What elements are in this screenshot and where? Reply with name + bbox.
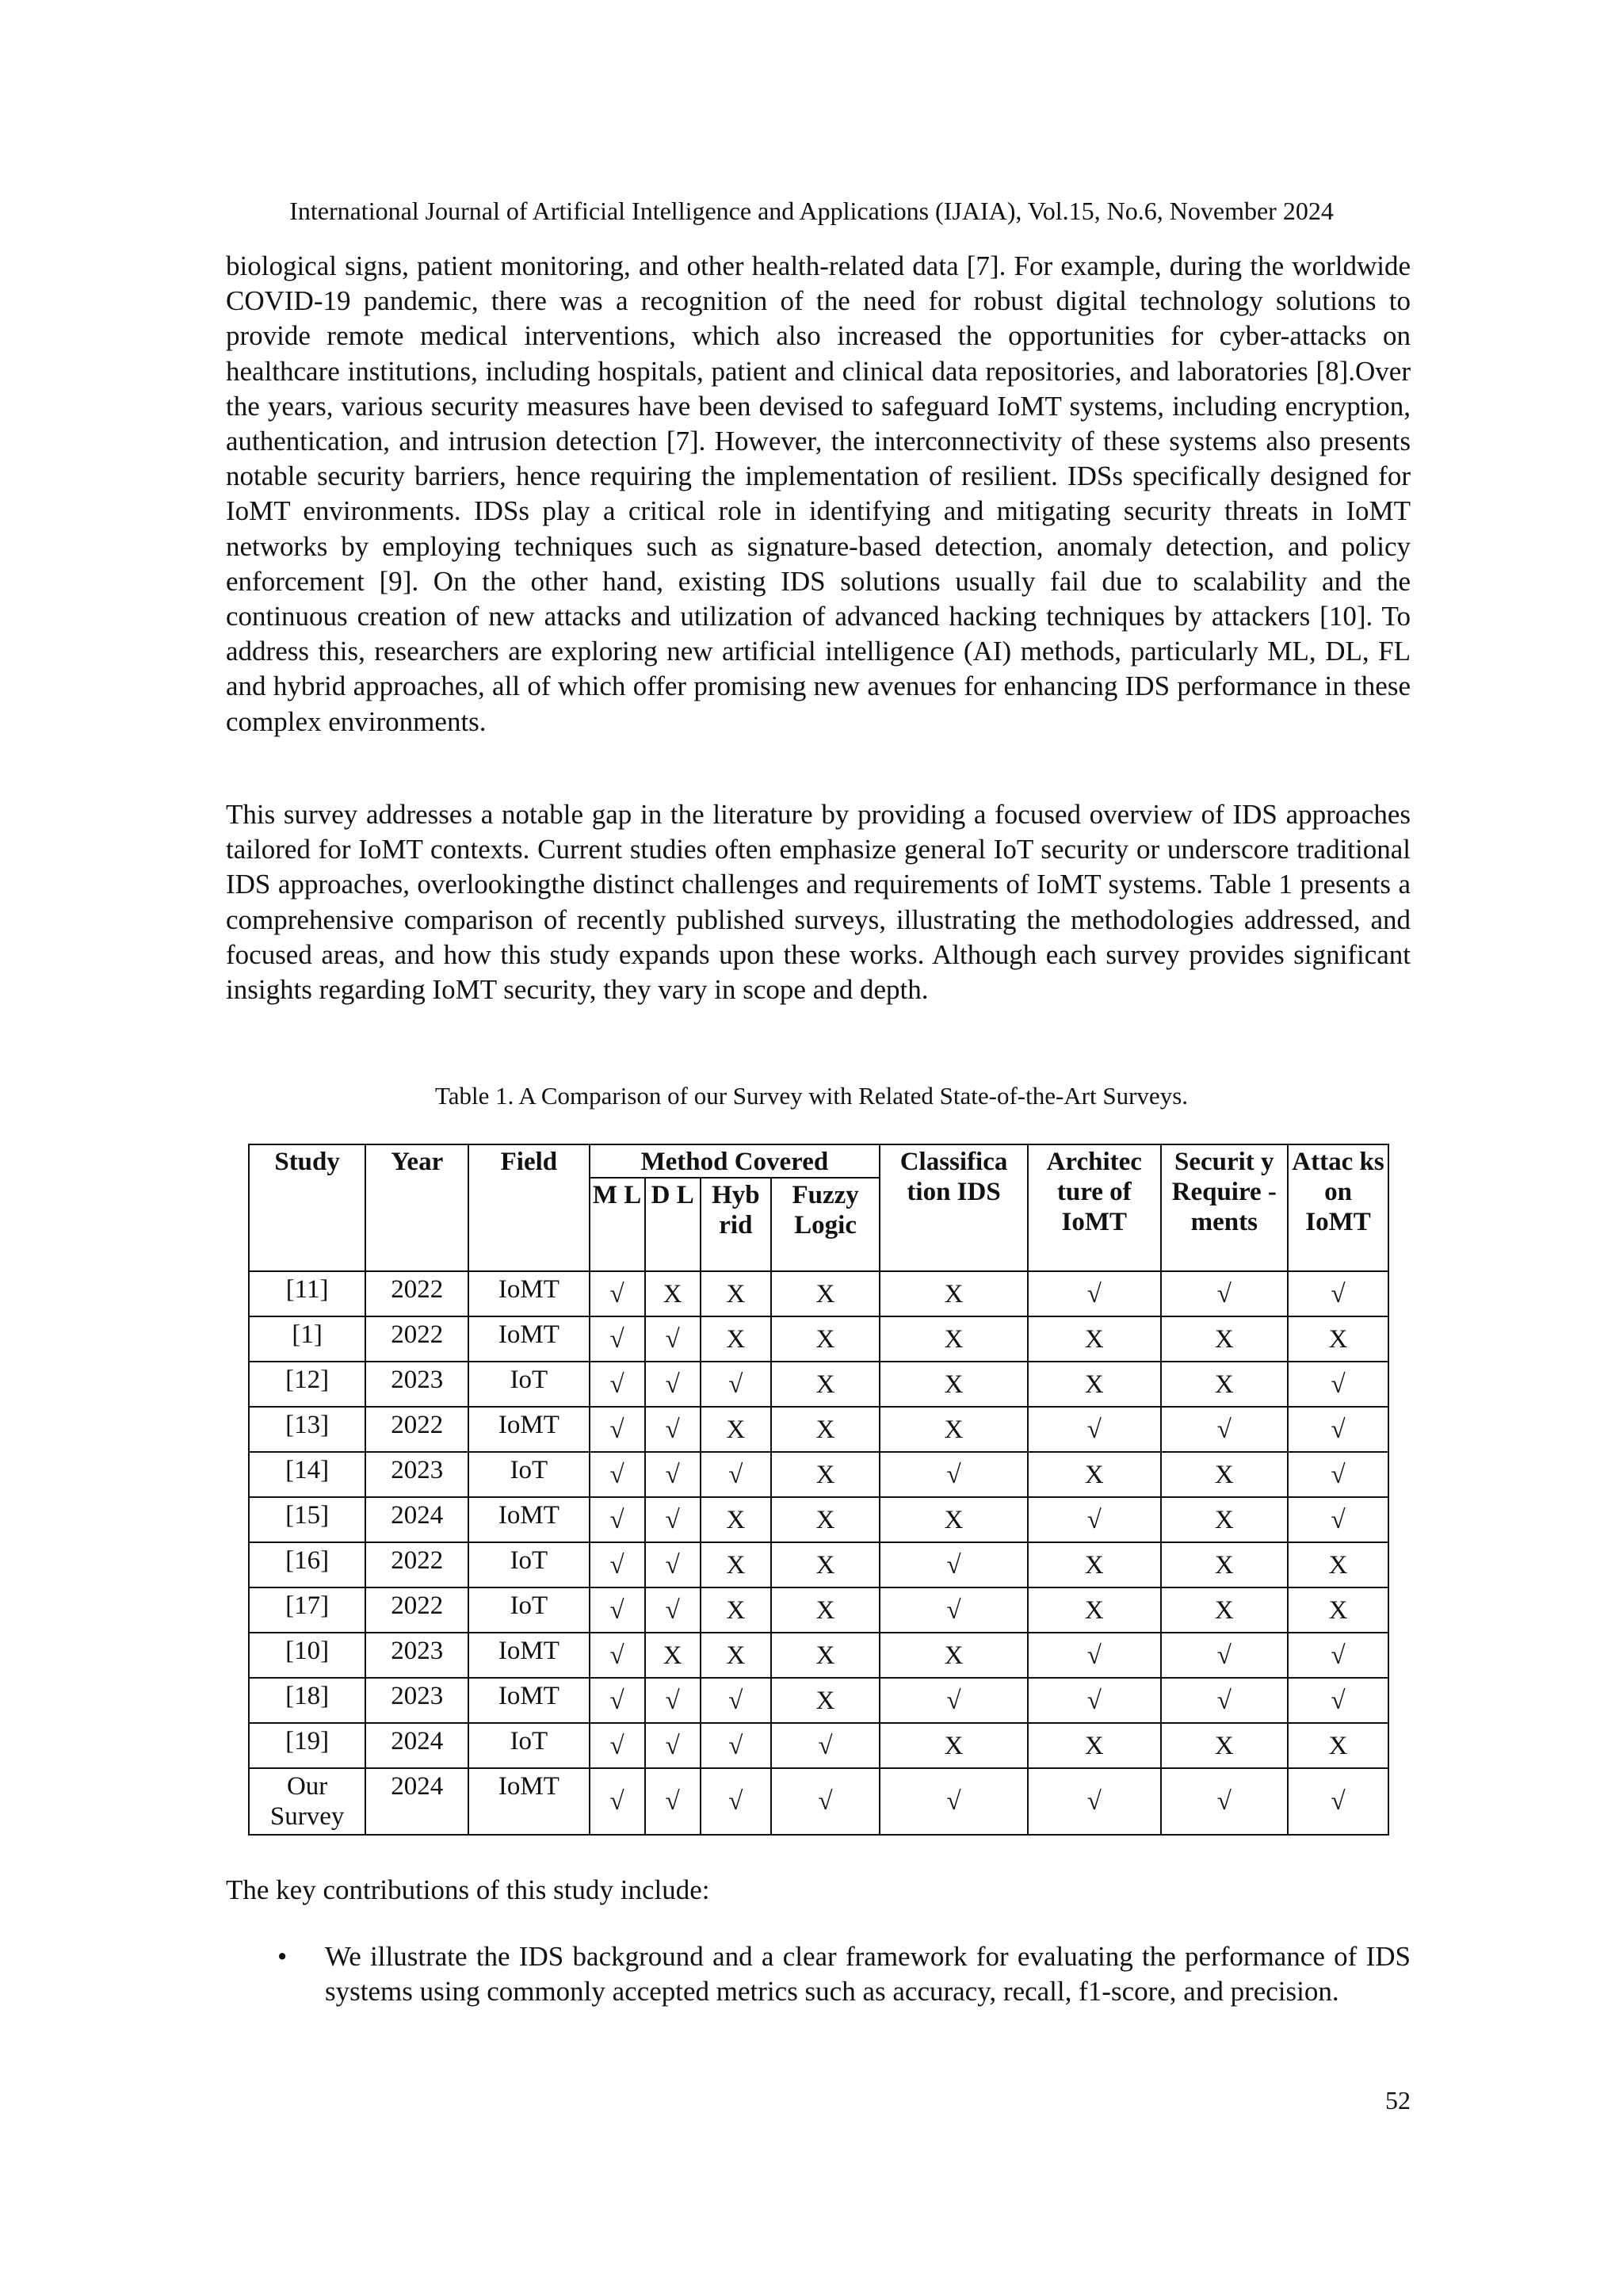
year-cell: 2022 — [365, 1407, 468, 1452]
mark-cell: X — [701, 1316, 771, 1362]
mark-cell: √ — [1288, 1407, 1388, 1452]
mark-cell: √ — [1288, 1633, 1388, 1678]
mark-cell: √ — [701, 1362, 771, 1407]
mark-cell: √ — [880, 1768, 1028, 1835]
running-header: International Journal of Artificial Intelligence and Applications (IJAIA), Vol.15, No.6, November 2024 — [289, 197, 1334, 225]
mark-cell: √ — [590, 1452, 645, 1497]
mark-cell: √ — [645, 1452, 701, 1497]
year-cell: 2023 — [365, 1678, 468, 1723]
mark-cell: √ — [1288, 1768, 1388, 1835]
header-security-requirements: Securit y Require - ments — [1161, 1144, 1288, 1271]
mark-cell: √ — [701, 1768, 771, 1835]
mark-cell: √ — [880, 1452, 1028, 1497]
year-cell: 2023 — [365, 1452, 468, 1497]
mark-cell: √ — [645, 1587, 701, 1633]
header-attacks: Attac ks on IoMT — [1288, 1144, 1388, 1271]
table-row — [249, 1316, 1388, 1362]
mark-cell: X — [645, 1271, 701, 1316]
mark-cell: √ — [1161, 1633, 1288, 1678]
mark-cell: √ — [771, 1768, 880, 1835]
mark-cell: X — [771, 1497, 880, 1542]
field-cell: IoT — [468, 1723, 589, 1768]
year-cell: 2024 — [365, 1768, 468, 1835]
table-row — [249, 1678, 1388, 1723]
mark-cell: √ — [1028, 1633, 1161, 1678]
mark-cell: X — [771, 1316, 880, 1362]
mark-cell: √ — [1161, 1678, 1288, 1723]
header-study: Study — [249, 1144, 365, 1271]
mark-cell: √ — [645, 1407, 701, 1452]
mark-cell: X — [880, 1723, 1028, 1768]
header-year: Year — [365, 1144, 468, 1271]
study-cell: [17] — [249, 1587, 365, 1633]
mark-cell: X — [701, 1497, 771, 1542]
mark-cell: √ — [590, 1542, 645, 1587]
mark-cell: √ — [645, 1362, 701, 1407]
mark-cell: √ — [1161, 1271, 1288, 1316]
mark-cell: √ — [1288, 1452, 1388, 1497]
mark-cell: X — [880, 1362, 1028, 1407]
mark-cell: √ — [771, 1723, 880, 1768]
table-row — [249, 1542, 1388, 1587]
mark-cell: √ — [701, 1723, 771, 1768]
mark-cell: X — [1028, 1723, 1161, 1768]
mark-cell: X — [1288, 1542, 1388, 1587]
header-classification-ids: Classifica tion IDS — [880, 1144, 1028, 1271]
body-paragraph-1: biological signs, patient monitoring, and other health-related data [7]. For example, during the worldwide COVID-19 pandemic, there was a recognition of the need for robust digital technology solutions to provide remote medical interventions, which also increased the opportunities for cyber-attacks on healthcare institutions, including hospitals, patient and clinical data repositories, and laboratories [8].Over the years, various security measures have been devised to safeguard IoMT systems, including encryption, authentication, and intrusion detection [7]. However, the interconnectivity of these systems also presents notable security barriers, hence requiring the implementation of resilient. IDSs specifically designed for IoMT environments. IDSs play a critical role in identifying and mitigating security threats in IoMT networks by employing techniques such as signature-based detection, anomaly detection, and policy enforcement [9]. On the other hand, existing IDS solutions usually fail due to scalability and the continuous creation of new attacks and utilization of advanced hacking techniques by attackers [10]. To address this, researchers are exploring new artificial intelligence (AI) methods, particularly ML, DL, FL and hybrid approaches, all of which offer promising new avenues for enhancing IDS performance in these complex environments. — [226, 250, 1411, 737]
header-method-covered: Method Covered — [590, 1144, 880, 1178]
header-hybrid: Hyb rid — [701, 1178, 771, 1271]
mark-cell: √ — [1028, 1678, 1161, 1723]
mark-cell: X — [1288, 1723, 1388, 1768]
mark-cell: √ — [590, 1362, 645, 1407]
mark-cell: X — [771, 1678, 880, 1723]
mark-cell: √ — [1161, 1407, 1288, 1452]
mark-cell: √ — [645, 1497, 701, 1542]
table-row — [249, 1587, 1388, 1633]
field-cell: IoT — [468, 1452, 589, 1497]
mark-cell: X — [1288, 1587, 1388, 1633]
study-cell: [12] — [249, 1362, 365, 1407]
year-cell: 2022 — [365, 1587, 468, 1633]
mark-cell: X — [771, 1542, 880, 1587]
mark-cell: √ — [1028, 1271, 1161, 1316]
year-cell: 2022 — [365, 1271, 468, 1316]
field-cell: IoMT — [468, 1316, 589, 1362]
mark-cell: X — [1028, 1452, 1161, 1497]
mark-cell: √ — [1028, 1407, 1161, 1452]
mark-cell: X — [1028, 1316, 1161, 1362]
mark-cell: X — [1161, 1452, 1288, 1497]
table-row — [249, 1723, 1388, 1768]
mark-cell: √ — [701, 1452, 771, 1497]
field-cell: IoMT — [468, 1497, 589, 1542]
mark-cell: √ — [590, 1407, 645, 1452]
mark-cell: X — [701, 1407, 771, 1452]
field-cell: IoMT — [468, 1768, 589, 1835]
mark-cell: √ — [645, 1678, 701, 1723]
mark-cell: X — [880, 1407, 1028, 1452]
list-item — [226, 1939, 1411, 2009]
mark-cell: √ — [1288, 1678, 1388, 1723]
mark-cell: X — [1161, 1723, 1288, 1768]
field-cell: IoT — [468, 1362, 589, 1407]
mark-cell: X — [771, 1407, 880, 1452]
year-cell: 2023 — [365, 1633, 468, 1678]
mark-cell: √ — [1028, 1768, 1161, 1835]
mark-cell: √ — [701, 1678, 771, 1723]
mark-cell: √ — [880, 1678, 1028, 1723]
mark-cell: X — [1161, 1316, 1288, 1362]
year-cell: 2024 — [365, 1497, 468, 1542]
study-cell: [18] — [249, 1678, 365, 1723]
mark-cell: √ — [645, 1542, 701, 1587]
table-row — [249, 1768, 1388, 1835]
mark-cell: √ — [645, 1768, 701, 1835]
mark-cell: √ — [590, 1587, 645, 1633]
mark-cell: X — [701, 1633, 771, 1678]
header-dl: D L — [645, 1178, 701, 1271]
header-fuzzy-logic: Fuzzy Logic — [771, 1178, 880, 1271]
year-cell: 2023 — [365, 1362, 468, 1407]
year-cell: 2022 — [365, 1316, 468, 1362]
table-row — [249, 1452, 1388, 1497]
mark-cell: X — [701, 1542, 771, 1587]
table-row — [249, 1633, 1388, 1678]
mark-cell: X — [771, 1452, 880, 1497]
mark-cell: X — [880, 1271, 1028, 1316]
mark-cell: X — [645, 1633, 701, 1678]
mark-cell: √ — [1288, 1271, 1388, 1316]
mark-cell: √ — [1028, 1497, 1161, 1542]
mark-cell: X — [880, 1497, 1028, 1542]
mark-cell: √ — [1288, 1362, 1388, 1407]
header-field: Field — [468, 1144, 589, 1271]
body-paragraph-2: This survey addresses a notable gap in the literature by providing a focused overview of IDS approaches tailored for IoMT contexts. Current studies often emphasize general IoT security or underscore traditional IDS approaches, overlookingthe distinct challenges and requirements of IoMT systems. Table 1 presents a comprehensive comparison of recently published surveys, illustrating the methodologies addressed, and focused areas, and how this study expands upon these works. Although each survey provides significant insights regarding IoMT security, they vary in scope and depth. — [226, 799, 1411, 1006]
mark-cell: X — [880, 1316, 1028, 1362]
mark-cell: X — [701, 1271, 771, 1316]
mark-cell: X — [1028, 1587, 1161, 1633]
mark-cell: X — [1288, 1316, 1388, 1362]
mark-cell: √ — [1161, 1768, 1288, 1835]
mark-cell: X — [771, 1271, 880, 1316]
header-ml: M L — [590, 1178, 645, 1271]
table-head — [249, 1144, 1388, 1271]
year-cell: 2024 — [365, 1723, 468, 1768]
mark-cell: X — [1161, 1497, 1288, 1542]
mark-cell: X — [1028, 1542, 1161, 1587]
field-cell: IoMT — [468, 1678, 589, 1723]
mark-cell: √ — [645, 1723, 701, 1768]
table-body — [249, 1271, 1388, 1835]
study-cell: [1] — [249, 1316, 365, 1362]
study-cell: Our Survey — [249, 1768, 365, 1835]
study-cell: [13] — [249, 1407, 365, 1452]
study-cell: [14] — [249, 1452, 365, 1497]
header-architecture: Architec ture of IoMT — [1028, 1144, 1161, 1271]
mark-cell: √ — [880, 1587, 1028, 1633]
list-item-text: We illustrate the IDS background and a clear framework for evaluating the performance of IDS systems using commonly accepted metrics such as accuracy, recall, f1-score, and precision. — [325, 1941, 1411, 2008]
mark-cell: √ — [590, 1678, 645, 1723]
page-number: 52 — [1385, 2086, 1411, 2115]
field-cell: IoT — [468, 1587, 589, 1633]
mark-cell: X — [701, 1587, 771, 1633]
mark-cell: √ — [1288, 1497, 1388, 1542]
mark-cell: X — [1028, 1362, 1161, 1407]
table-row — [249, 1362, 1388, 1407]
mark-cell: √ — [590, 1271, 645, 1316]
mark-cell: √ — [590, 1723, 645, 1768]
year-cell: 2022 — [365, 1542, 468, 1587]
study-cell: [19] — [249, 1723, 365, 1768]
mark-cell: X — [771, 1587, 880, 1633]
mark-cell: X — [880, 1633, 1028, 1678]
mark-cell: X — [771, 1362, 880, 1407]
contributions-list — [226, 1939, 1411, 2009]
study-cell: [11] — [249, 1271, 365, 1316]
mark-cell: √ — [590, 1497, 645, 1542]
field-cell: IoMT — [468, 1407, 589, 1452]
mark-cell: √ — [590, 1316, 645, 1362]
field-cell: IoT — [468, 1542, 589, 1587]
study-cell: [16] — [249, 1542, 365, 1587]
mark-cell: X — [1161, 1362, 1288, 1407]
mark-cell: X — [1161, 1542, 1288, 1587]
table-row — [249, 1497, 1388, 1542]
contributions-intro: The key contributions of this study include: — [226, 1874, 710, 1905]
mark-cell: X — [771, 1633, 880, 1678]
field-cell: IoMT — [468, 1271, 589, 1316]
mark-cell: √ — [590, 1768, 645, 1835]
study-cell: [15] — [249, 1497, 365, 1542]
mark-cell: √ — [590, 1633, 645, 1678]
table-caption: Table 1. A Comparison of our Survey with Related State-of-the-Art Surveys. — [434, 1082, 1189, 1110]
field-cell: IoMT — [468, 1633, 589, 1678]
study-cell: [10] — [249, 1633, 365, 1678]
bullet-icon: • — [277, 1941, 288, 1972]
table-row — [249, 1407, 1388, 1452]
mark-cell: X — [1161, 1587, 1288, 1633]
table-row — [249, 1271, 1388, 1316]
mark-cell: √ — [645, 1316, 701, 1362]
comparison-table — [248, 1144, 1389, 1836]
mark-cell: √ — [880, 1542, 1028, 1587]
